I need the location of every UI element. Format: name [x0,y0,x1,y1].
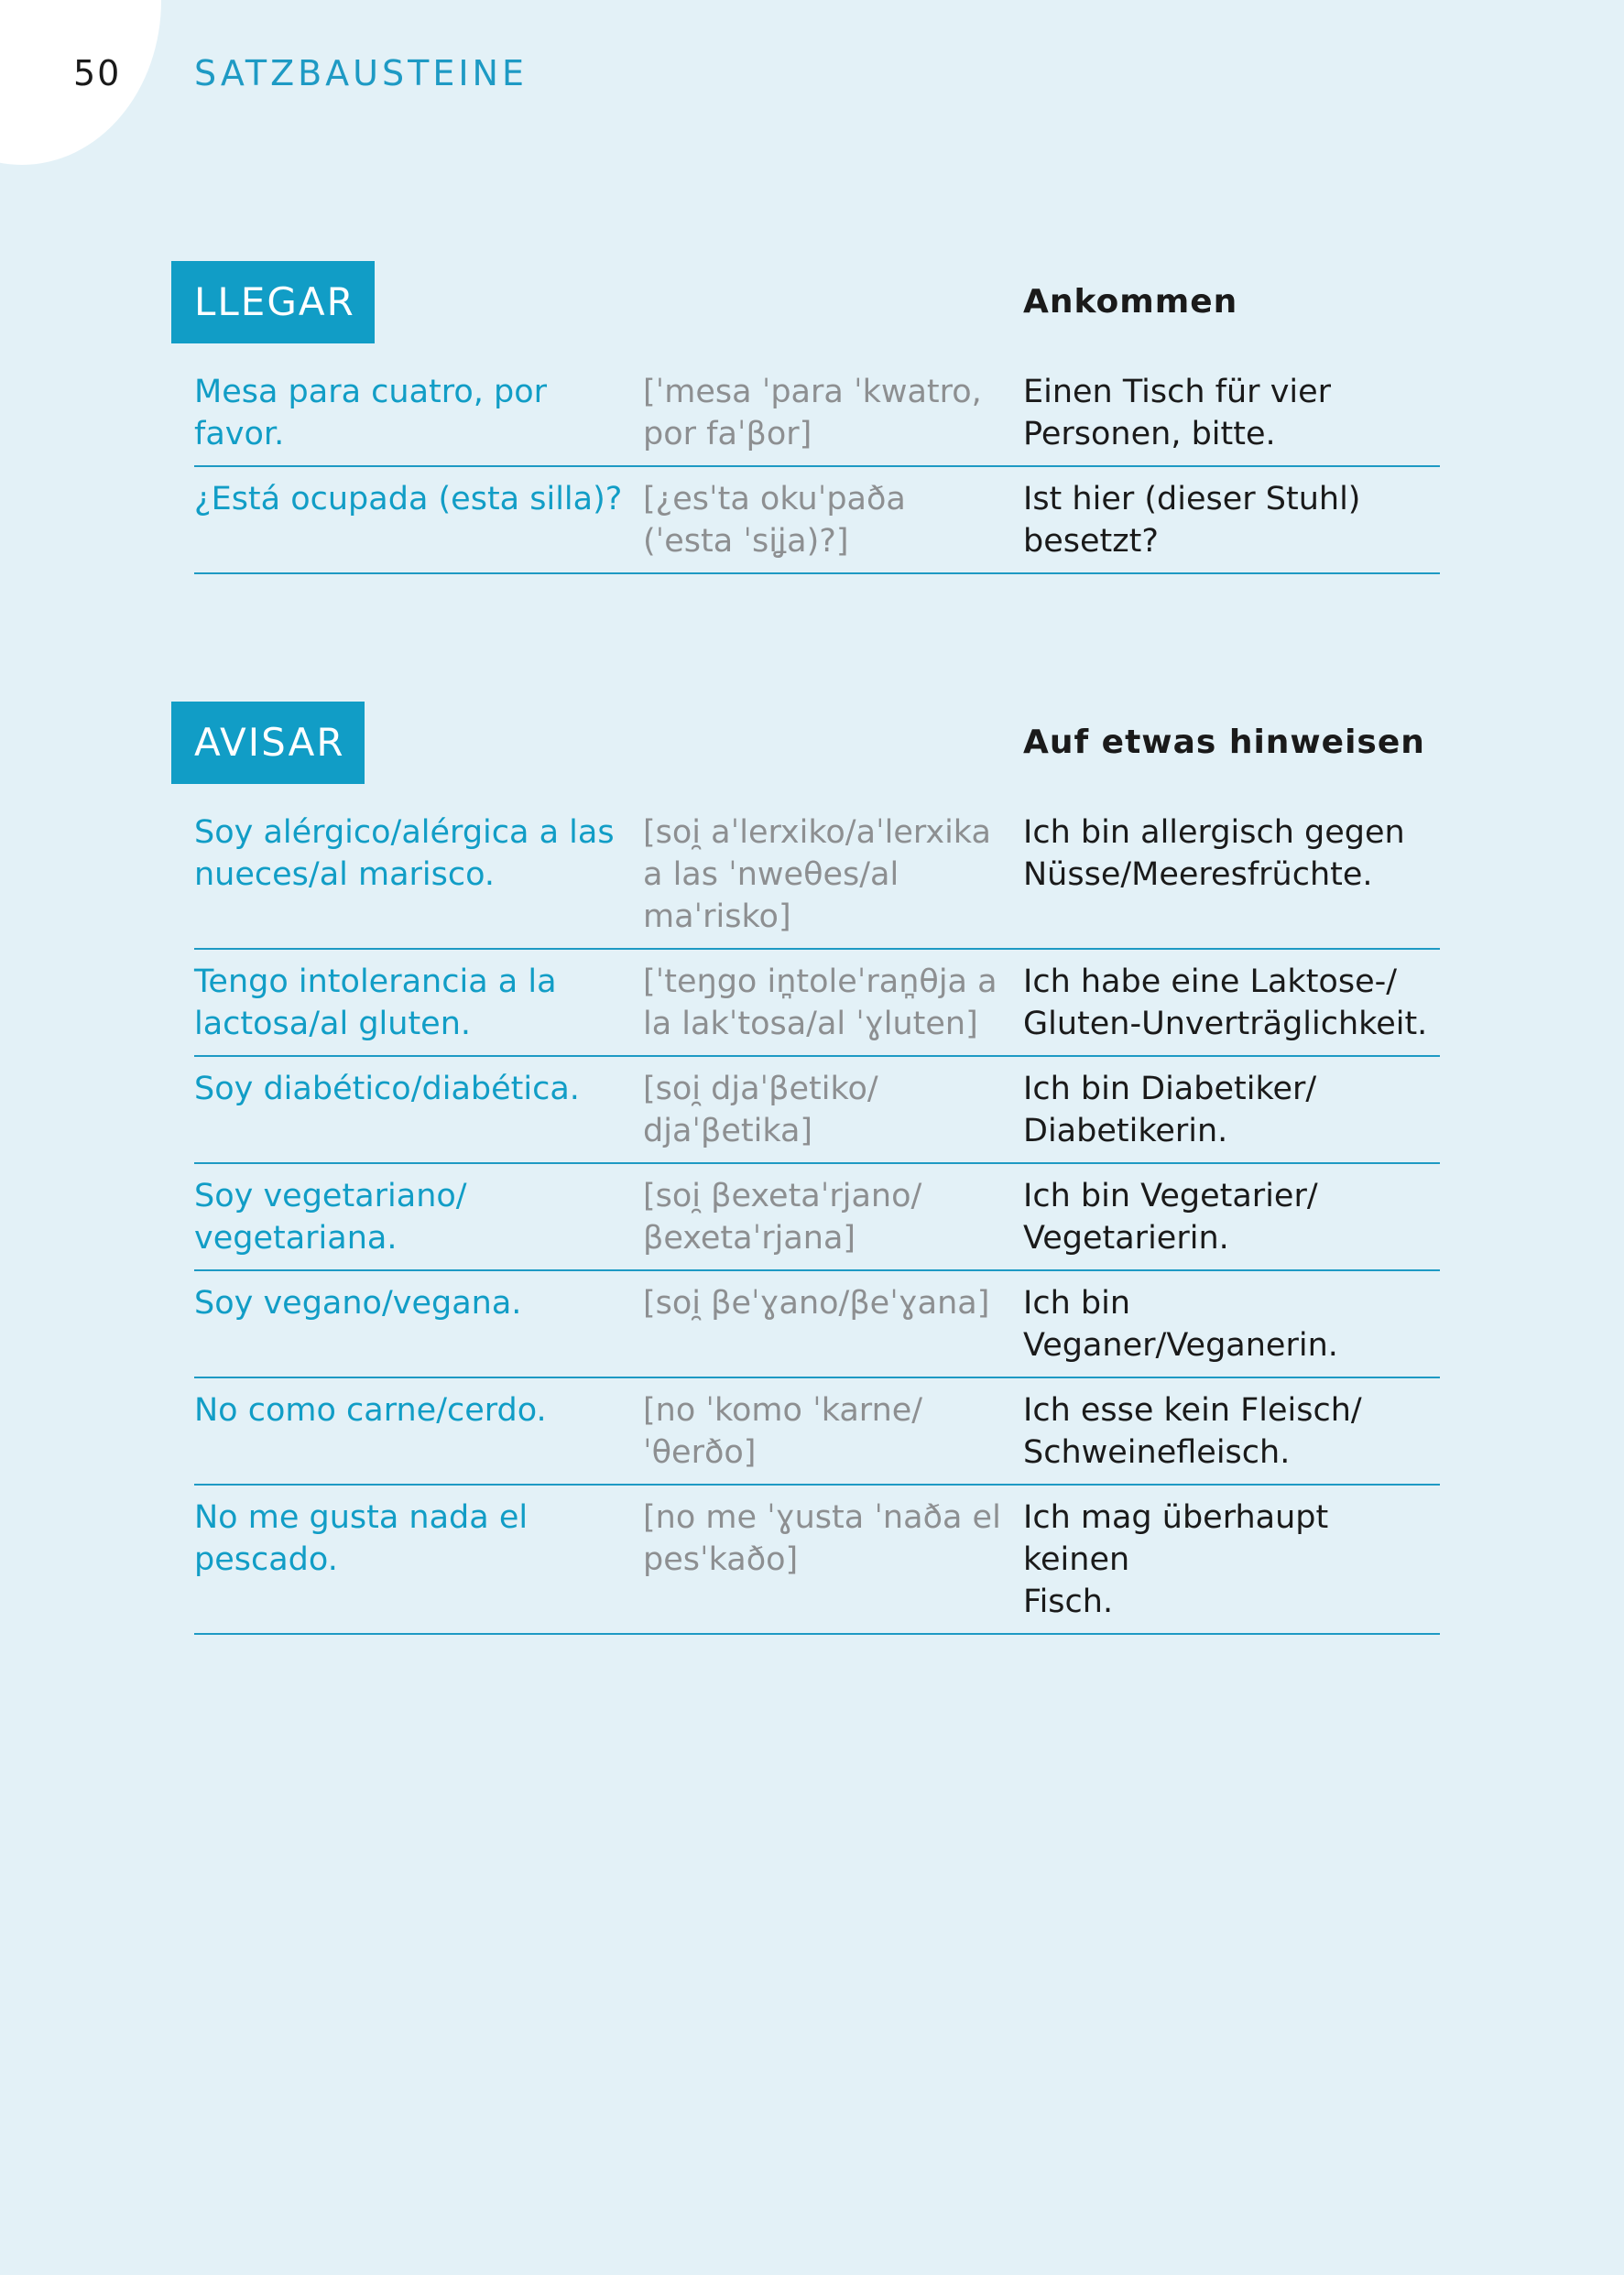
spanish-phrase: No como carne/cerdo. [194,1392,547,1429]
spanish-phrase: Soy diabético/diabética. [194,1071,580,1107]
section-header [171,261,1440,343]
phrase-table [194,800,1440,1635]
german-translation: Ich habe eine Laktose-/ Gluten-Unverträglichkeit. [1023,963,1428,1042]
german-translation: Ich esse kein Fleisch/ Schweinefleisch. [1023,1392,1362,1471]
page-number: 50 [73,53,122,93]
spanish-phrase: Soy alérgico/alérgica a las nueces/al marisco. [194,814,615,893]
pronunciation: [soi̯ aˈlerxiko/aˈlerxika a las ˈnweθes/al maˈrisko] [643,814,991,935]
german-translation: Ich bin Vegetarier/ Vegetarierin. [1023,1178,1318,1257]
phrase-row [194,1486,1440,1635]
pronunciation: [¿esˈta okuˈpaða (ˈesta ˈsiʝa)?] [643,481,906,560]
spanish-phrase: ¿Está ocupada (esta silla)? [194,481,623,517]
section-avisar [171,702,1440,1635]
section-label: LLEGAR [171,261,375,343]
running-head: SATZBAUSTEINE [194,53,528,93]
german-translation: Ich bin Diabetiker/ Diabetikerin. [1023,1071,1317,1149]
section-llegar [171,261,1440,574]
phrase-row [194,360,1440,467]
pronunciation: [soi̯ βeˈɣano/βeˈɣana] [643,1285,990,1322]
pronunciation: [no ˈkomo ˈkarne/ ˈθerðo] [643,1392,923,1471]
section-header [171,702,1440,784]
phrase-row [194,1271,1440,1378]
spanish-phrase: Soy vegano/vegana. [194,1285,522,1322]
german-translation: Ich bin Veganer/Veganerin. [1023,1285,1338,1364]
phrase-row [194,950,1440,1057]
german-translation: Ich mag überhaupt keinen Fisch. [1023,1499,1329,1620]
phrase-row [194,467,1440,574]
german-translation: Ist hier (dieser Stuhl) besetzt? [1023,481,1361,560]
phrase-row [194,1378,1440,1486]
spanish-phrase: No me gusta nada el pescado. [194,1499,529,1578]
pronunciation: [soi̯ djaˈβetiko/ djaˈβetika] [643,1071,878,1149]
phrase-row [194,800,1440,950]
section-label: AVISAR [171,702,365,784]
pronunciation: [no me ˈɣusta ˈnaða el pesˈkaðo] [643,1499,1001,1578]
phrase-table [194,360,1440,574]
german-translation: Einen Tisch für vier Personen, bitte. [1023,374,1332,452]
phrase-row [194,1164,1440,1271]
spanish-phrase: Mesa para cuatro, por favor. [194,374,548,452]
pronunciation: [ˈmesa ˈpara ˈkwatro, por faˈβor] [643,374,982,452]
pronunciation: [ˈteŋgo in̪toleˈran̪θja a la lakˈtosa/al ˈɣluten] [643,963,997,1042]
spanish-phrase: Soy vegetariano/ vegetariana. [194,1178,467,1257]
german-translation: Ich bin allergisch gegen Nüsse/Meeresfrüchte. [1023,814,1405,893]
section-translation: Auf etwas hinweisen [1023,724,1425,761]
phrase-row [194,1057,1440,1164]
section-translation: Ankommen [1023,283,1238,321]
spanish-phrase: Tengo intolerancia a la lactosa/al gluten. [194,963,557,1042]
pronunciation: [soi̯ βexetaˈrjano/ βexetaˈrjana] [643,1178,922,1257]
